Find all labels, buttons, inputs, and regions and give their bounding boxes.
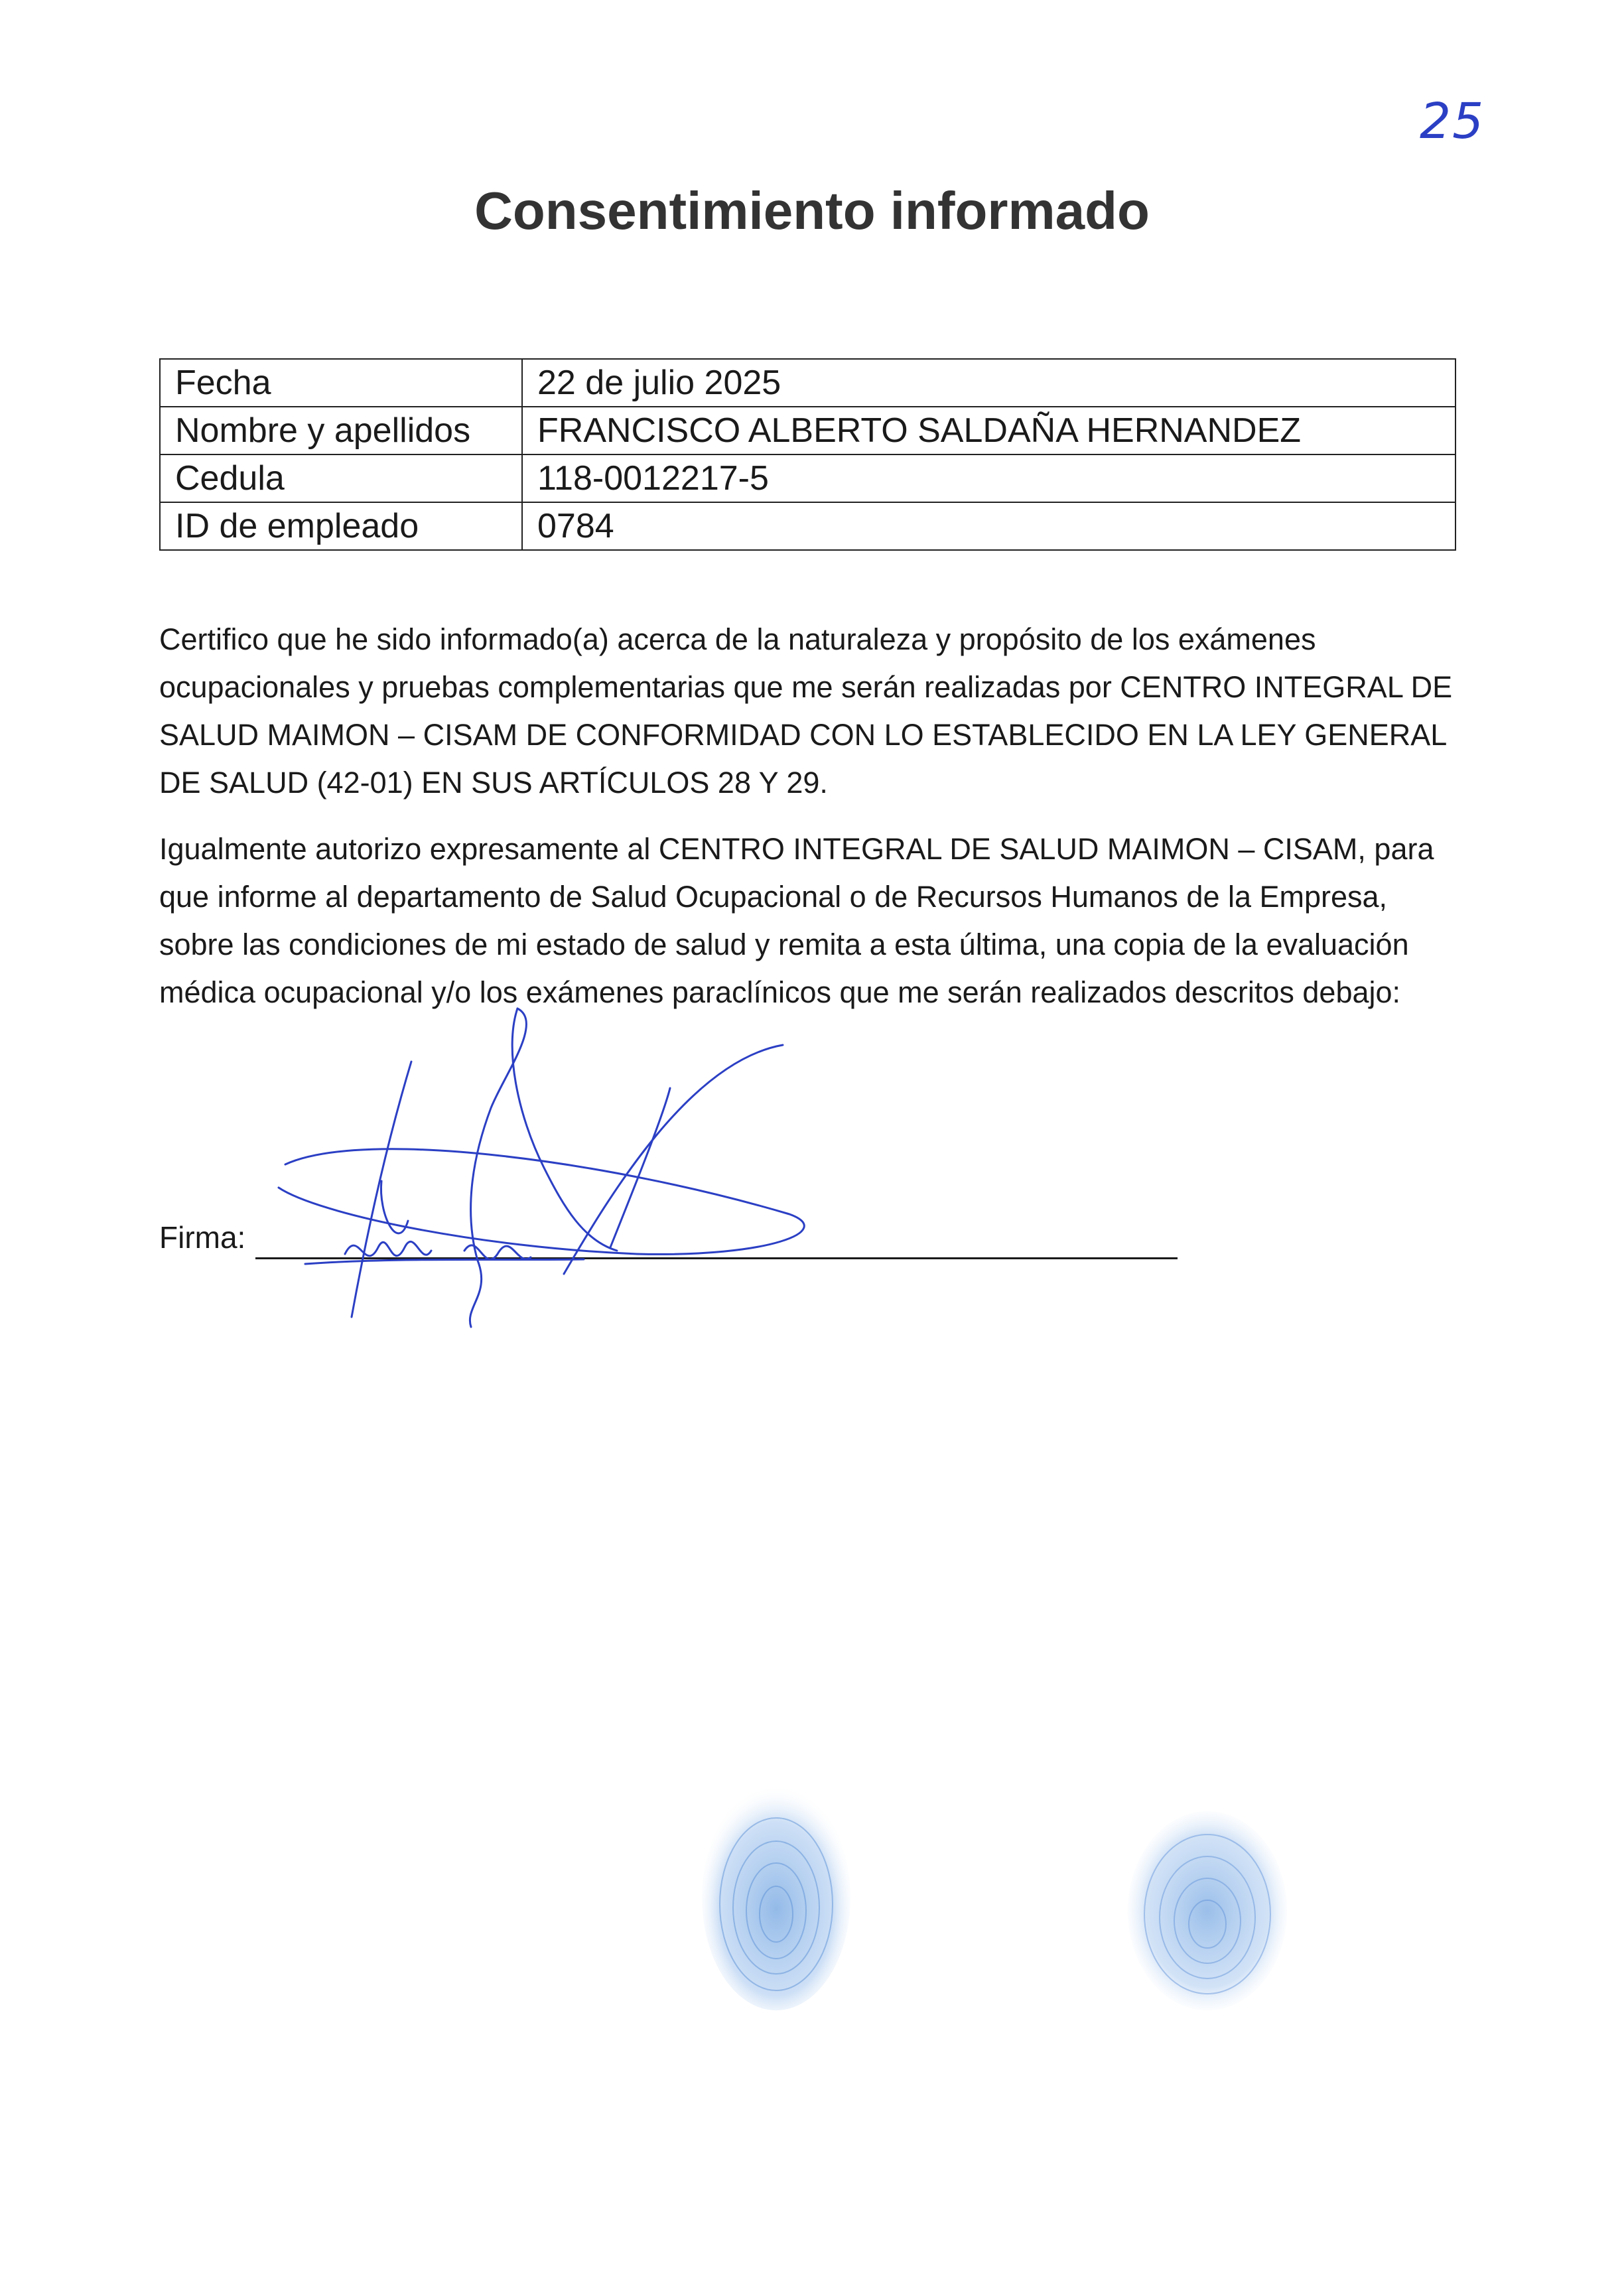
table-row (160, 359, 1455, 407)
cedula-label: Cedula (160, 454, 522, 502)
id-empleado-value: 0784 (522, 502, 1455, 550)
left-fingerprint (697, 1778, 856, 2017)
nombre-value: FRANCISCO ALBERTO SALDAÑA HERNANDEZ (522, 407, 1455, 454)
info-table (159, 358, 1456, 551)
table-row (160, 407, 1455, 454)
table-row (160, 502, 1455, 550)
id-empleado-label: ID de empleado (160, 502, 522, 550)
nombre-label: Nombre y apellidos (160, 407, 522, 454)
handwritten-signature (265, 995, 862, 1340)
paragraph-certification: Certifico que he sido informado(a) acerca de la naturaleza y propósito de los exámenes ocupacionales y pruebas complementarias que me serán realizadas por CENTRO INTEGRAL DE SALUD MAIMON – CISAM DE CONFORMIDAD CON LO ESTABLECIDO EN LA LEY GENERAL DE SALUD (42-01) EN SUS ARTÍCULOS 28 Y 29. (159, 622, 1453, 799)
right-fingerprint (1121, 1805, 1294, 2017)
signature-label: Firma: (159, 1220, 246, 1255)
page-title: Consentimiento informado (474, 181, 1150, 240)
cedula-value: 118-0012217-5 (522, 454, 1455, 502)
fecha-label: Fecha (160, 359, 522, 407)
paragraph-authorization: Igualmente autorizo expresamente al CENTRO INTEGRAL DE SALUD MAIMON – CISAM, para que informe al departamento de Salud Ocupacional o de Recursos Humanos de la Empresa, sobre las condiciones de mi estado de salud y remita a esta última, una copia de la evaluación médica ocupacional y/o los exámenes paraclínicos que me serán realizados descritos debajo: (159, 832, 1434, 1009)
page-number: 25 (1420, 93, 1485, 150)
fecha-value: 22 de julio 2025 (522, 359, 1455, 407)
table-row (160, 454, 1455, 502)
